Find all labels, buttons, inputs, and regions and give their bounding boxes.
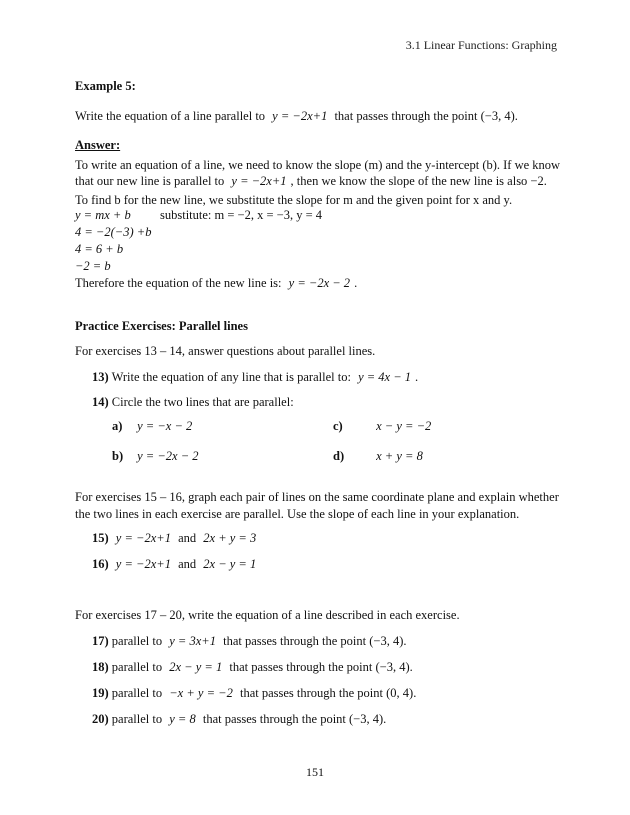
para1-equation: y = −2x+1 — [231, 174, 287, 188]
exercise-20 — [92, 711, 386, 727]
para1-text-post: , then we know the slope of the new line is also −2. — [290, 174, 547, 188]
exercise-14-number: 14) — [92, 395, 109, 409]
exercise-16-and: and — [178, 557, 197, 571]
conclusion-equation: y = −2x − 2 — [288, 276, 351, 290]
exercise-15-number: 15) — [92, 531, 109, 545]
exercise-15-and: and — [178, 531, 197, 545]
exercise-18-number: 18) — [92, 660, 109, 674]
practice-intro-3: For exercises 17 – 20, write the equation of a line described in each exercise. — [75, 608, 460, 622]
answer-paragraph-1: To write an equation of a line, we need to know the slope (m) and the y-intercept (b). If we know — [75, 158, 561, 172]
option-a-equation: y = −x − 2 — [137, 419, 193, 433]
option-b-equation: y = −2x − 2 — [137, 449, 199, 463]
exercise-17-pre: parallel to — [111, 634, 163, 648]
exercise-13-text: Write the equation of any line that is parallel to: — [111, 370, 351, 384]
exercise-18-equation: 2x − y = 1 — [169, 660, 223, 674]
exercise-13-period: . — [415, 370, 419, 384]
option-c[interactable] — [333, 418, 431, 434]
exercise-17-post: that passes through the point (−3, 4). — [223, 634, 407, 648]
exercise-15-equation-1: y = −2x+1 — [115, 531, 171, 545]
question-equation: y = −2x+1 — [272, 109, 328, 123]
exercise-20-equation: y = 8 — [169, 712, 196, 726]
step-3: 4 = 6 + b — [75, 242, 124, 256]
exercise-16-equation-1: y = −2x+1 — [115, 557, 171, 571]
question-text-pre: Write the equation of a line parallel to — [75, 109, 266, 123]
exercise-17-equation: y = 3x+1 — [169, 634, 216, 648]
exercise-16-number: 16) — [92, 557, 109, 571]
exercise-16-equation-2: 2x − y = 1 — [203, 557, 257, 571]
exercise-20-post: that passes through the point (−3, 4). — [202, 712, 387, 726]
step-1-substitution: substitute: m = −2, x = −3, y = 4 — [160, 208, 322, 222]
exercise-19-pre: parallel to — [111, 686, 163, 700]
option-b-label: b) — [112, 449, 124, 463]
option-d[interactable] — [333, 448, 423, 464]
practice-title: Practice Exercises: Parallel lines — [75, 319, 248, 333]
exercise-15-equation-2: 2x + y = 3 — [203, 531, 257, 545]
exercise-19-equation: −x + y = −2 — [169, 686, 233, 700]
answer-paragraph-1-cont — [75, 173, 547, 189]
conclusion-period: . — [354, 276, 358, 290]
step-2: 4 = −2(−3) +b — [75, 225, 152, 239]
exercise-13 — [92, 369, 418, 385]
step-4: −2 = b — [75, 259, 111, 273]
exercise-17 — [92, 633, 407, 649]
running-header: 3.1 Linear Functions: Graphing — [405, 38, 557, 52]
option-a[interactable] — [112, 418, 192, 434]
exercise-13-equation: y = 4x − 1 — [358, 370, 412, 384]
exercise-13-number: 13) — [92, 370, 109, 384]
option-b[interactable] — [112, 448, 199, 464]
para1-text-pre: that our new line is parallel to — [75, 174, 225, 188]
practice-intro-2: For exercises 15 – 16, graph each pair of lines on the same coordinate plane and explain whether the two lines in each exercise are parallel. Use the slope of each line in your explanation. — [75, 490, 559, 521]
option-c-label: c) — [333, 419, 343, 433]
exercise-14 — [92, 394, 294, 410]
option-c-equation: x − y = −2 — [376, 419, 432, 433]
conclusion-text: Therefore the equation of the new line is: — [75, 276, 282, 290]
exercise-17-number: 17) — [92, 634, 109, 648]
exercise-19-post: that passes through the point (0, 4). — [239, 686, 417, 700]
answer-label: Answer: — [75, 138, 121, 152]
exercise-19-number: 19) — [92, 686, 109, 700]
exercise-20-pre: parallel to — [111, 712, 163, 726]
example-title: Example 5: — [75, 79, 136, 93]
conclusion — [75, 275, 357, 291]
question-text-post: that passes through the point (−3, 4). — [334, 109, 518, 123]
option-a-label: a) — [112, 419, 123, 433]
example-question — [75, 108, 518, 124]
exercise-14-text: Circle the two lines that are parallel: — [111, 395, 294, 409]
step-1: y = mx + b — [75, 208, 131, 222]
exercise-19 — [92, 685, 416, 701]
exercise-18-post: that passes through the point (−3, 4). — [229, 660, 413, 674]
exercise-20-number: 20) — [92, 712, 109, 726]
exercise-15 — [92, 530, 260, 546]
exercise-18-pre: parallel to — [111, 660, 163, 674]
practice-intro-1: For exercises 13 – 14, answer questions about parallel lines. — [75, 344, 376, 358]
option-d-equation: x + y = 8 — [376, 449, 423, 463]
answer-paragraph-2: To find b for the new line, we substitute the slope for m and the given point for x and y. — [75, 193, 513, 207]
exercise-18 — [92, 659, 413, 675]
option-d-label: d) — [333, 449, 345, 463]
page-number: 151 — [306, 765, 324, 779]
exercise-16 — [92, 556, 260, 572]
